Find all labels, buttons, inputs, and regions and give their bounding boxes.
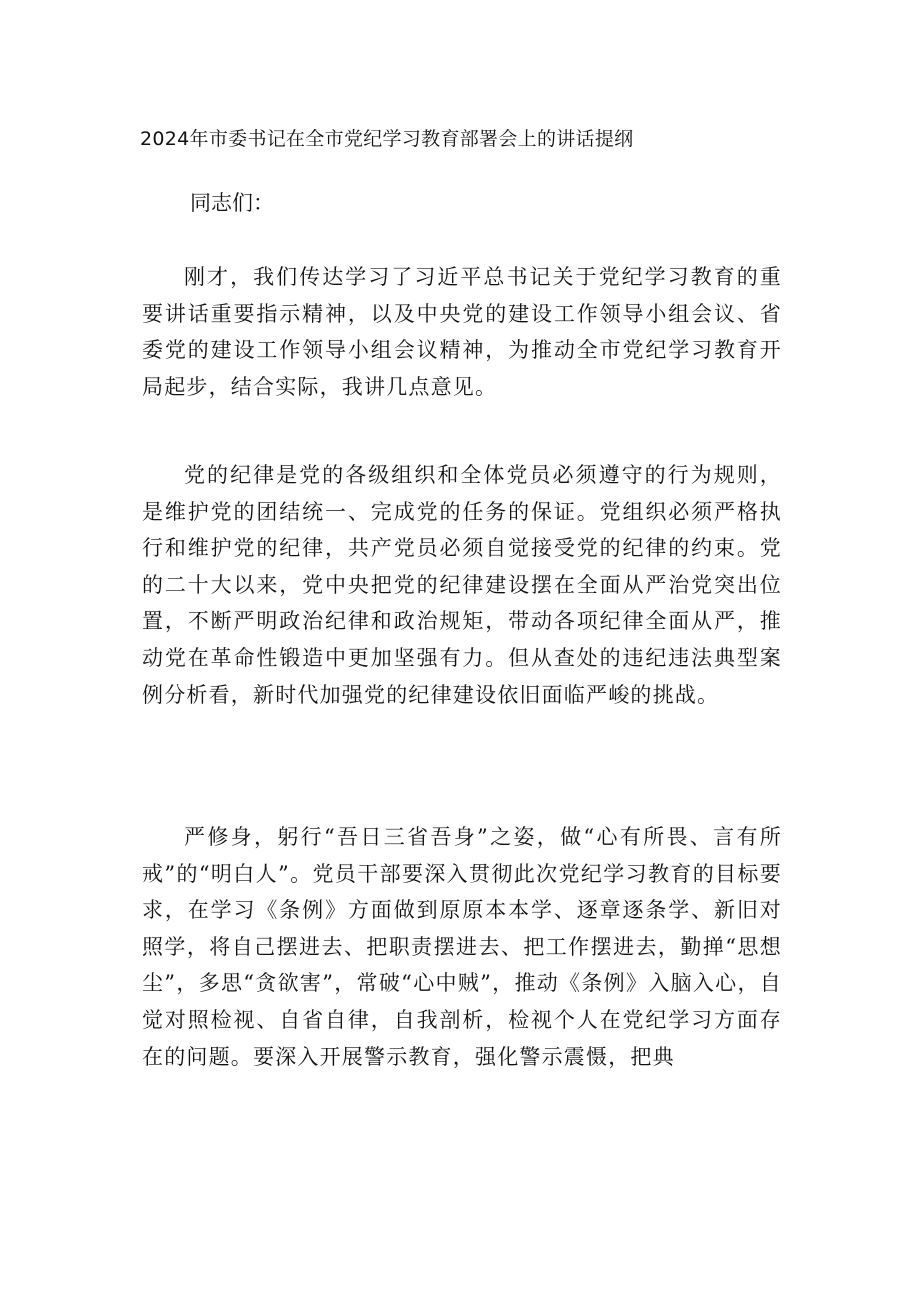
paragraph-self-cultivation: 严修身，躬行“吾日三省吾身”之姿，做“心有所畏、言有所戒”的“明白人”。党员干部要深入贯彻此次党纪学习教育的目标要求，在学习《条例》方面做到原原本本学、逐章逐条学、新旧对照学，将自己摆进去、把职责摆进去、把工作摆进去，勤掸“思想尘”，多思“贪欲害”，常破“心中贼”，推动《条例》入脑入心，自觉对照检视、自省自律，自我剖析，检视个人在党纪学习方面存在的问题。要深入开展警示教育，强化警示震慑，把典 xyxy=(142,825,782,1069)
document-title: 2024年市委书记在全市党纪学习教育部署会上的讲话提纲 xyxy=(140,128,634,150)
paragraph-intro: 刚才，我们传达学习了习近平总书记关于党纪学习教育的重要讲话重要指示精神，以及中央党的建设工作领导小组会议、省委党的建设工作领导小组会议精神，为推动全市党纪学习教育开局起步，结合实际，我讲几点意见。 xyxy=(142,265,782,399)
paragraph-discipline: 党的纪律是党的各级组织和全体党员必须遵守的行为规则，是维护党的团结统一、完成党的任务的保证。党组织必须严格执行和维护党的纪律，共产党员必须自觉接受党的纪律的约束。党的二十大以来，党中央把党的纪律建设摆在全面从严治党突出位置，不断严明政治纪律和政治规矩，带动各项纪律全面从严，推动党在革命性锻造中更加坚强有力。但从查处的违纪违法典型案例分析看，新时代加强党的纪律建设依旧面临严峻的挑战。 xyxy=(142,463,782,707)
salutation: 同志们： xyxy=(190,191,274,215)
